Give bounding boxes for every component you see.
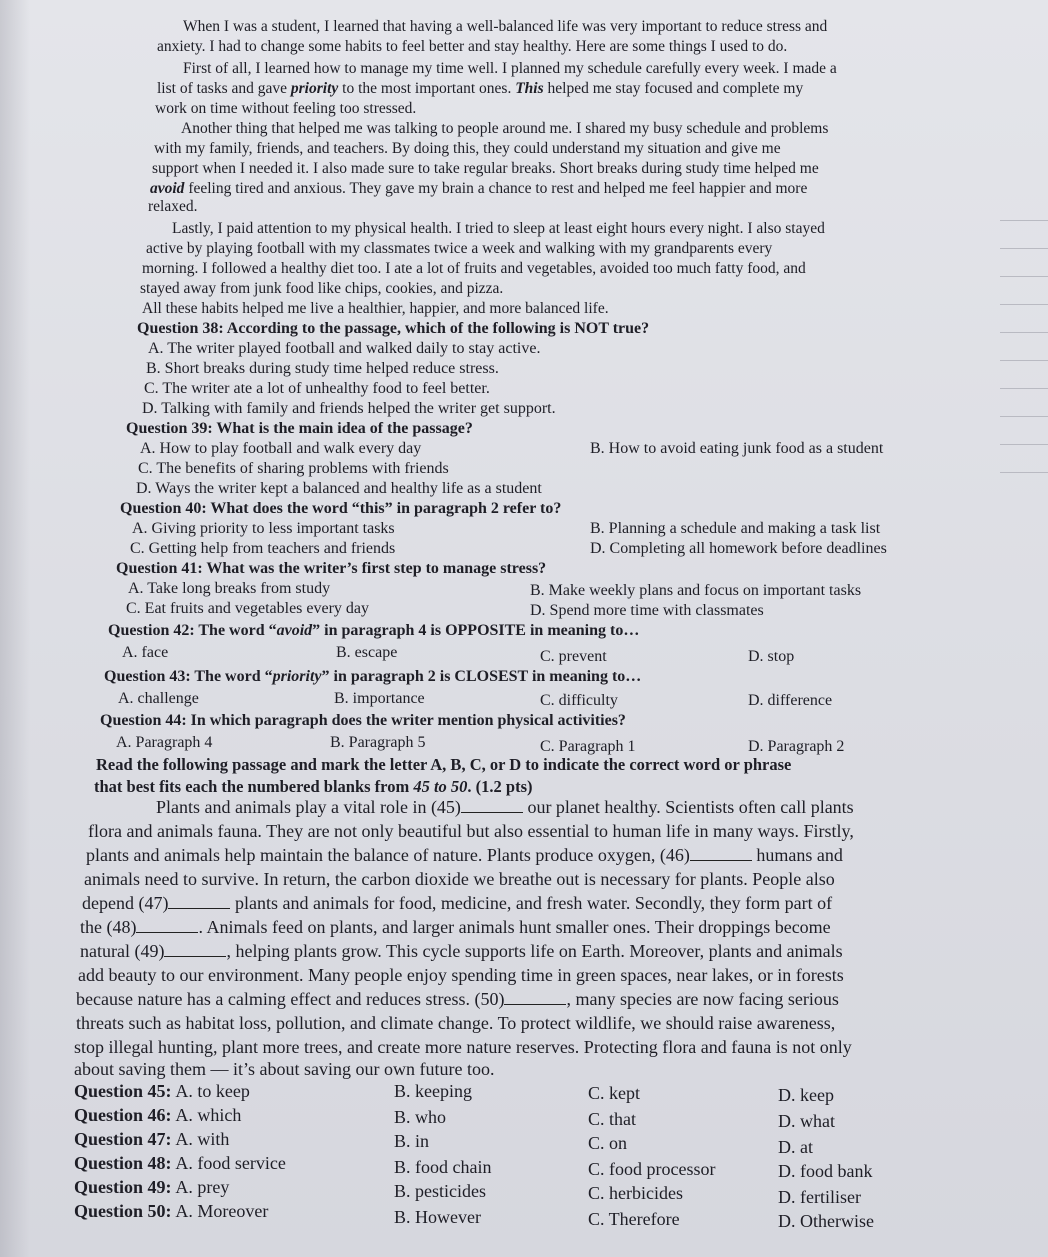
text: , many species are now facing serious bbox=[566, 989, 839, 1009]
q49-option-d[interactable]: D. fertiliser bbox=[778, 1187, 861, 1207]
text: Question 42: The word “ bbox=[108, 622, 277, 639]
text: feeling tired and anxious. They gave my brain a chance to rest and helped me feel happier and more bbox=[184, 180, 808, 197]
q46-option-b[interactable]: B. who bbox=[394, 1107, 447, 1127]
q44-stem: Question 44: In which paragraph does the writer mention physical activities? bbox=[100, 712, 626, 729]
range: 45 to 50 bbox=[413, 777, 468, 796]
text: . Animals feed on plants, and larger animals hunt smaller ones. Their droppings become bbox=[198, 917, 831, 937]
q50-row bbox=[74, 1202, 268, 1222]
q40-stem: Question 40: What does the word “this” in paragraph 2 refer to? bbox=[120, 500, 562, 517]
q50-option-b[interactable]: B. However bbox=[394, 1207, 481, 1227]
word-avoid: avoid bbox=[276, 622, 313, 639]
q50-label: Question 50: bbox=[74, 1201, 172, 1221]
passage2-line5 bbox=[82, 892, 832, 914]
page-shadow bbox=[0, 0, 30, 1257]
q49-option-c[interactable]: C. herbicides bbox=[588, 1183, 683, 1203]
q41-option-a[interactable]: A. Take long breaks from study bbox=[128, 580, 331, 597]
word-priority: priority bbox=[272, 668, 322, 685]
text: ” in paragraph 2 is CLOSEST in meaning to… bbox=[321, 668, 642, 685]
q39-stem: Question 39: What is the main idea of the passage? bbox=[126, 420, 473, 437]
text: ” in paragraph 4 is OPPOSITE in meaning to… bbox=[312, 622, 640, 639]
q50-option-c[interactable]: C. Therefore bbox=[588, 1209, 680, 1229]
passage1-p4-line4: stayed away from junk food like chips, cookies, and pizza. bbox=[140, 280, 504, 297]
blank-46 bbox=[690, 846, 752, 861]
passage2-line7 bbox=[80, 940, 843, 962]
passage1-p3-line5: relaxed. bbox=[148, 198, 198, 215]
q45-option-d[interactable]: D. keep bbox=[778, 1085, 834, 1105]
q42-option-b[interactable]: B. escape bbox=[336, 644, 398, 661]
q43-option-c[interactable]: C. difficulty bbox=[540, 692, 618, 709]
passage1-p1-line1: When I was a student, I learned that having a well-balanced life was very important to reduce stress and bbox=[183, 18, 828, 35]
passage2-line1 bbox=[156, 796, 854, 818]
q41-stem: Question 41: What was the writer’s first step to manage stress? bbox=[116, 560, 547, 577]
blank-47 bbox=[168, 894, 230, 909]
passage1-p3-line1: Another thing that helped me was talking to people around me. I shared my busy schedule and problems bbox=[181, 120, 829, 137]
q49-option-a[interactable]: A. prey bbox=[175, 1177, 230, 1197]
q40-option-d[interactable]: D. Completing all homework before deadlines bbox=[590, 540, 887, 557]
passage1-p4-line2: active by playing football with my classmates twice a week and walking with my grandparents every bbox=[146, 240, 773, 257]
cloze-instruction-line1: Read the following passage and mark the letter A, B, C, or D to indicate the correct word or phrase bbox=[96, 755, 792, 774]
text: plants and animals help maintain the balance of nature. Plants produce oxygen, (46) bbox=[86, 845, 690, 865]
q38-option-b[interactable]: B. Short breaks during study time helped reduce stress. bbox=[146, 360, 499, 377]
q39-option-c[interactable]: C. The benefits of sharing problems with friends bbox=[138, 460, 449, 477]
q39-option-b[interactable]: B. How to avoid eating junk food as a student bbox=[590, 440, 884, 457]
q45-row bbox=[74, 1082, 250, 1102]
q42-option-c[interactable]: C. prevent bbox=[540, 648, 607, 665]
q38-option-c[interactable]: C. The writer ate a lot of unhealthy food to feel better. bbox=[144, 380, 490, 397]
q44-option-d[interactable]: D. Paragraph 2 bbox=[748, 738, 845, 755]
q45-option-c[interactable]: C. kept bbox=[588, 1083, 640, 1103]
q47-option-a[interactable]: A. with bbox=[175, 1129, 230, 1149]
q48-label: Question 48: bbox=[74, 1153, 172, 1173]
q47-label: Question 47: bbox=[74, 1129, 172, 1149]
q50-option-d[interactable]: D. Otherwise bbox=[778, 1211, 874, 1231]
q38-stem: Question 38: According to the passage, which of the following is NOT true? bbox=[137, 320, 650, 337]
q43-option-a[interactable]: A. challenge bbox=[118, 690, 199, 707]
passage2-line3 bbox=[86, 844, 843, 866]
q38-option-a[interactable]: A. The writer played football and walked daily to stay active. bbox=[148, 340, 541, 357]
q47-option-b[interactable]: B. in bbox=[394, 1131, 430, 1151]
passage1-p2-line2 bbox=[157, 80, 803, 98]
q46-option-d[interactable]: D. what bbox=[778, 1111, 835, 1131]
text: to the most important ones. bbox=[338, 80, 516, 97]
passage1-p2-line1: First of all, I learned how to manage my time well. I planned my schedule carefully every week. I made a bbox=[183, 60, 837, 77]
q40-option-c[interactable]: C. Getting help from teachers and friends bbox=[130, 540, 396, 557]
passage2-line9 bbox=[76, 988, 839, 1010]
q47-option-c[interactable]: C. on bbox=[588, 1133, 628, 1153]
margin-ruled-lines bbox=[988, 220, 1048, 500]
q49-row bbox=[74, 1178, 229, 1198]
passage2-line6 bbox=[80, 916, 831, 938]
text: the (48) bbox=[80, 917, 137, 937]
q41-option-b[interactable]: B. Make weekly plans and focus on important tasks bbox=[530, 582, 862, 599]
q48-option-b[interactable]: B. food chain bbox=[394, 1157, 492, 1177]
word-this: This bbox=[515, 80, 544, 97]
q48-option-d[interactable]: D. food bank bbox=[778, 1161, 873, 1181]
text: humans and bbox=[751, 845, 843, 865]
passage2-line12: about saving them — it’s about saving our own future too. bbox=[74, 1059, 495, 1079]
passage1-p2-line3: work on time without feeling too stressed. bbox=[155, 100, 417, 117]
q40-option-a[interactable]: A. Giving priority to less important tasks bbox=[132, 520, 395, 537]
blank-45 bbox=[461, 798, 523, 813]
text: that best fits each the numbered blanks from bbox=[94, 777, 414, 796]
blank-50 bbox=[504, 990, 566, 1005]
passage1-p4-line3: morning. I followed a healthy diet too. I ate a lot of fruits and vegetables, avoided too much fatty food, and bbox=[142, 260, 806, 277]
blank-48 bbox=[136, 918, 198, 933]
q46-option-a[interactable]: A. which bbox=[175, 1105, 242, 1125]
q42-stem bbox=[108, 622, 639, 640]
q42-option-a[interactable]: A. face bbox=[122, 644, 169, 661]
passage2-line10: threats such as habitat loss, pollution, and climate change. To protect wildlife, we should raise awareness, bbox=[76, 1013, 836, 1033]
q39-option-d[interactable]: D. Ways the writer kept a balanced and healthy life as a student bbox=[136, 480, 542, 497]
q47-option-d[interactable]: D. at bbox=[778, 1137, 813, 1157]
passage1-p3-line2: with my family, friends, and teachers. By doing this, they could understand my situation and give me bbox=[154, 140, 781, 157]
text: . (1.2 pts) bbox=[467, 777, 533, 796]
text: helped me stay focused and complete my bbox=[543, 80, 804, 97]
q41-option-d[interactable]: D. Spend more time with classmates bbox=[530, 602, 764, 619]
passage2-line8: add beauty to our environment. Many people enjoy spending time in green spaces, near lakes, or in forests bbox=[78, 965, 844, 985]
q43-stem bbox=[104, 668, 641, 686]
q44-option-c[interactable]: C. Paragraph 1 bbox=[540, 738, 636, 755]
q48-option-c[interactable]: C. food processor bbox=[588, 1159, 716, 1179]
cloze-instruction-line2 bbox=[94, 778, 533, 796]
text: Question 43: The word “ bbox=[104, 668, 273, 685]
q46-row bbox=[74, 1106, 241, 1126]
q41-option-c[interactable]: C. Eat fruits and vegetables every day bbox=[126, 600, 370, 617]
text: , helping plants grow. This cycle supports life on Earth. Moreover, plants and animals bbox=[226, 941, 843, 961]
q48-option-a[interactable]: A. food service bbox=[175, 1153, 286, 1173]
text: plants and animals for food, medicine, and fresh water. Secondly, they form part of bbox=[230, 893, 833, 913]
passage1-p4-line1: Lastly, I paid attention to my physical health. I tried to sleep at least eight hours every night. I also stayed bbox=[172, 220, 825, 237]
text: list of tasks and gave bbox=[157, 80, 291, 97]
passage1-p3-line3: support when I needed it. I also made sure to take regular breaks. Short breaks during study time helped me bbox=[152, 160, 819, 177]
passage1-p5: All these habits helped me live a healthier, happier, and more balanced life. bbox=[142, 300, 609, 317]
text: our planet healthy. Scientists often call plants bbox=[522, 797, 854, 817]
text: natural (49) bbox=[80, 941, 165, 961]
q38-option-d[interactable]: D. Talking with family and friends helped the writer get support. bbox=[142, 400, 556, 417]
text: Plants and animals play a vital role in (45) bbox=[156, 797, 461, 817]
q45-label: Question 45: bbox=[74, 1081, 172, 1101]
word-avoid: avoid bbox=[150, 180, 185, 197]
q46-label: Question 46: bbox=[74, 1105, 172, 1125]
q50-option-a[interactable]: A. Moreover bbox=[175, 1201, 269, 1221]
q43-option-b[interactable]: B. importance bbox=[334, 690, 425, 707]
q48-row bbox=[74, 1154, 286, 1174]
q45-option-b[interactable]: B. keeping bbox=[394, 1081, 472, 1101]
blank-49 bbox=[164, 942, 226, 957]
q49-label: Question 49: bbox=[74, 1177, 172, 1197]
passage2-line11: stop illegal hunting, plant more trees, and create more nature reserves. Protecting flora and fauna is not only bbox=[74, 1037, 852, 1057]
q44-option-a[interactable]: A. Paragraph 4 bbox=[116, 734, 213, 751]
q47-row bbox=[74, 1130, 229, 1150]
q49-option-b[interactable]: B. pesticides bbox=[394, 1181, 486, 1201]
q40-option-b[interactable]: B. Planning a schedule and making a task list bbox=[590, 520, 881, 537]
text: depend (47) bbox=[82, 893, 169, 913]
q44-option-b[interactable]: B. Paragraph 5 bbox=[330, 734, 426, 751]
passage1-p1-line2: anxiety. I had to change some habits to feel better and stay healthy. Here are some things I used to do. bbox=[157, 38, 788, 55]
passage1-p3-line4 bbox=[150, 180, 807, 198]
q45-option-a[interactable]: A. to keep bbox=[175, 1081, 250, 1101]
q42-option-d[interactable]: D. stop bbox=[748, 648, 795, 665]
passage2-line4: animals need to survive. In return, the carbon dioxide we breathe out is necessary for plants. People also bbox=[84, 869, 835, 889]
q39-option-a[interactable]: A. How to play football and walk every day bbox=[140, 440, 422, 457]
passage2-line2: flora and animals fauna. They are not only beautiful but also essential to human life in many ways. Firstly, bbox=[88, 821, 854, 841]
q43-option-d[interactable]: D. difference bbox=[748, 692, 833, 709]
text: because nature has a calming effect and reduces stress. (50) bbox=[76, 989, 505, 1009]
q46-option-c[interactable]: C. that bbox=[588, 1109, 636, 1129]
word-priority: priority bbox=[290, 80, 339, 97]
